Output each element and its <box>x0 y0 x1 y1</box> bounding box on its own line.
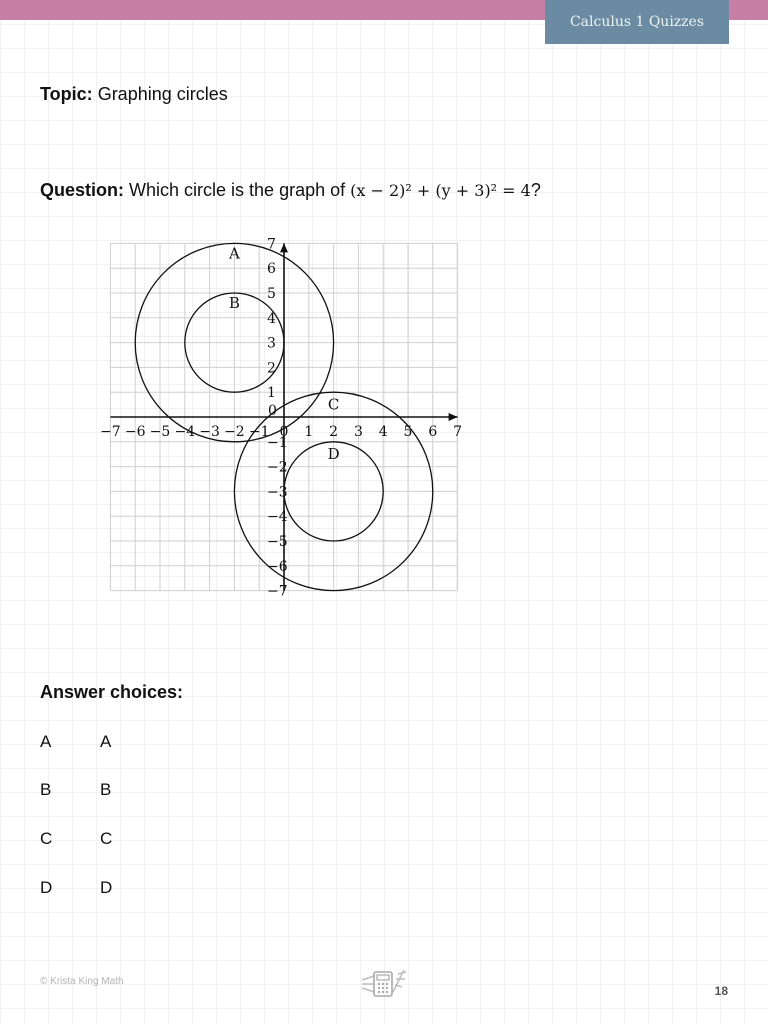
x-tick-label: −1 <box>248 424 270 440</box>
y-tick-label: 1 <box>267 385 276 402</box>
header-tab <box>545 0 729 44</box>
choice-letter: A <box>40 732 52 751</box>
topic-label: Topic <box>40 84 87 104</box>
origin-label: 0 <box>268 403 277 419</box>
x-tick-label: 4 <box>378 424 388 440</box>
x-tick-label: −5 <box>149 424 171 440</box>
y-tick-label: −2 <box>267 459 288 476</box>
topic-line <box>40 84 228 105</box>
circle-graph <box>96 230 476 605</box>
question-text: Which circle is the graph of <box>129 180 346 200</box>
y-tick-label: −6 <box>267 558 288 575</box>
x-tick-label: 5 <box>403 424 413 440</box>
y-tick-label: 4 <box>267 310 276 327</box>
x-axis-arrow-icon <box>449 413 458 421</box>
page-number: 18 <box>714 984 728 998</box>
question-mark: ? <box>530 180 541 200</box>
x-tick-label: 2 <box>329 424 339 440</box>
choice-letter: C <box>40 829 53 848</box>
x-tick-label: −4 <box>174 424 196 440</box>
choice-letter: B <box>40 780 52 799</box>
x-tick-label: −3 <box>199 424 220 440</box>
y-tick-label: 5 <box>267 286 276 302</box>
choice-text: B <box>100 780 112 799</box>
x-tick-label: −2 <box>224 424 245 440</box>
y-tick-label: 2 <box>267 360 276 377</box>
x-tick-label: 7 <box>453 424 463 440</box>
circle-label-a: A <box>228 244 240 263</box>
circle-label-d: D <box>327 445 340 464</box>
x-tick-label: 6 <box>428 424 438 440</box>
footer-copyright: © Krista King Math <box>40 976 124 987</box>
circle-label-c: C <box>327 395 340 414</box>
answer-choices-heading: Answer choices: <box>40 682 184 702</box>
question-equation: (x − 2)² + (y + 3)² = 4 <box>350 181 531 200</box>
y-tick-label: 3 <box>267 335 276 352</box>
x-tick-label: 1 <box>304 424 314 440</box>
choice-text: A <box>100 732 112 751</box>
question-colon: : <box>118 180 125 200</box>
header-tab-label: Calculus 1 Quizzes <box>569 14 705 30</box>
choice-text: D <box>100 878 113 897</box>
question-label: Question <box>40 180 119 200</box>
y-tick-label: −7 <box>267 583 288 600</box>
y-tick-label: 7 <box>267 236 276 253</box>
y-tick-label: −5 <box>267 534 288 550</box>
x-tick-label: −7 <box>100 424 121 440</box>
choice-text: C <box>100 829 113 848</box>
topic-colon: : <box>86 84 93 104</box>
y-tick-label: −1 <box>267 434 288 451</box>
calculator-logo-icon <box>360 966 408 998</box>
y-axis-arrow-icon <box>280 243 288 252</box>
y-tick-label: 6 <box>267 261 276 278</box>
circle-label-b: B <box>228 293 240 312</box>
x-tick-label: 0 <box>279 424 289 440</box>
choice-letter: D <box>40 878 53 897</box>
x-tick-label: 3 <box>353 424 363 440</box>
y-tick-label: −4 <box>267 509 288 526</box>
x-tick-label: −6 <box>124 424 146 440</box>
y-tick-label: −3 <box>267 484 288 501</box>
question-line <box>40 180 541 201</box>
topic-text: Graphing circles <box>97 84 228 104</box>
